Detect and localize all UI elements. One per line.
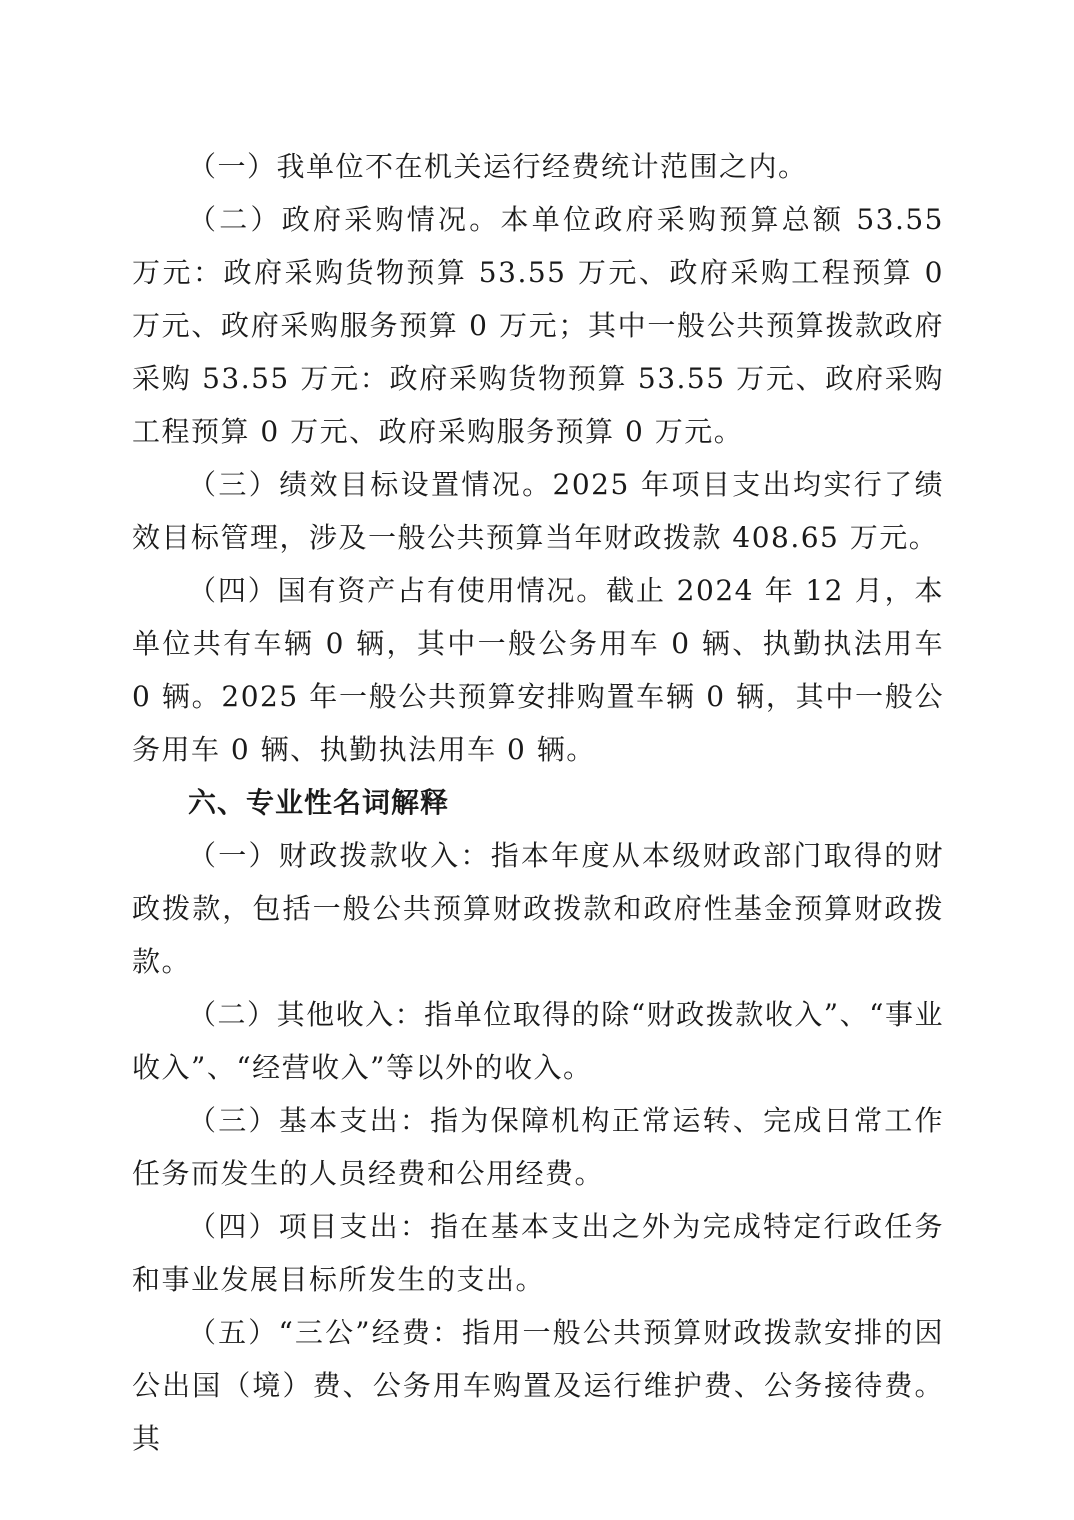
section-heading: 六、专业性名词解释 — [188, 786, 450, 819]
paragraph-performance-targets: （三）绩效目标设置情况。2025 年项目支出均实行了绩效目标管理，涉及一般公共预算当年财政拨款 408.65 万元。 — [132, 468, 944, 554]
paragraph-state-assets: （四）国有资产占有使用情况。截止 2024 年 12 月，本单位共有车辆 0 辆，其中一般公务用车 0 辆、执勤执法用车 0 辆。2025 年一般公共预算安排购置车辆 0 辆，其中一般公务用车 0 辆、执勤执法用车 0 辆。 — [132, 574, 944, 766]
paragraph-three-public-expenses: （五）“三公”经费：指用一般公共预算财政拨款安排的因公出国（境）费、公务用车购置及运行维护费、公务接待费。其 — [132, 1316, 944, 1455]
paragraph-fiscal-appropriation-income: （一）财政拨款收入：指本年度从本级财政部门取得的财政拨款，包括一般公共预算财政拨款和政府性基金预算财政拨款。 — [132, 839, 944, 978]
paragraph-other-income: （二）其他收入：指单位取得的除“财政拨款收入”、“事业收入”、“经营收入”等以外的收入。 — [132, 998, 944, 1084]
document-body — [132, 140, 944, 1465]
paragraph-government-procurement: （二）政府采购情况。本单位政府采购预算总额 53.55 万元：政府采购货物预算 53.55 万元、政府采购工程预算 0 万元、政府采购服务预算 0 万元；其中一般公共预算拨款政府采购 53.55 万元：政府采购货物预算 53.55 万元、政府采购工程预算 0 万元、政府采购服务预算 0 万元。 — [132, 203, 944, 448]
paragraph-project-expenditure: （四）项目支出：指在基本支出之外为完成特定行政任务和事业发展目标所发生的支出。 — [132, 1210, 944, 1296]
paragraph-office-expenses: （一）我单位不在机关运行经费统计范围之内。 — [188, 150, 808, 183]
paragraph-basic-expenditure: （三）基本支出：指为保障机构正常运转、完成日常工作任务而发生的人员经费和公用经费。 — [132, 1104, 944, 1190]
